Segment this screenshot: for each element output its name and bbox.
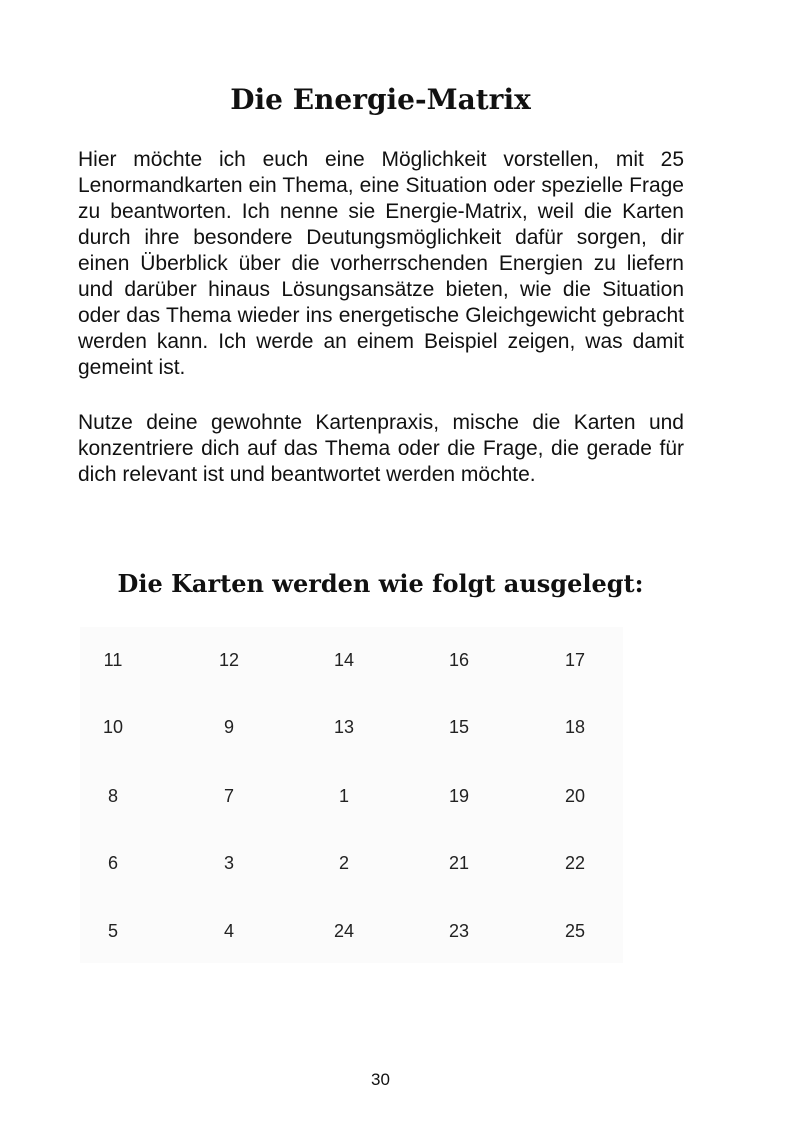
matrix-cell: 3 (223, 853, 234, 873)
matrix-cell: 11 (103, 650, 123, 670)
matrix-cell: 2 (338, 853, 349, 873)
matrix-cell: 9 (223, 717, 234, 737)
matrix-cell: 5 (107, 921, 118, 941)
matrix-cell: 1 (338, 786, 349, 806)
matrix-cell: 22 (564, 853, 586, 873)
matrix-cell: 24 (333, 921, 355, 941)
matrix-cell: 17 (564, 650, 586, 670)
instruction-paragraph: Nutze deine gewohnte Kartenpraxis, mische die Karten und konzentriere dich auf das Thema oder die Frage, die gerade für dich relevant ist und beantwortet werden möchte. (78, 411, 684, 486)
matrix-cell: 12 (218, 650, 240, 670)
layout-heading: Die Karten werden wie folgt ausgelegt: (117, 569, 644, 598)
matrix-cell: 8 (107, 786, 118, 806)
matrix-cell: 13 (333, 717, 355, 737)
matrix-cell: 21 (448, 853, 470, 873)
matrix-cell: 4 (223, 921, 234, 941)
matrix-cell: 10 (102, 717, 124, 737)
matrix-cell: 25 (564, 921, 586, 941)
matrix-cell: 7 (223, 786, 234, 806)
page-title: Die Energie-Matrix (230, 83, 531, 116)
matrix-cell: 14 (333, 650, 355, 670)
card-matrix (80, 627, 623, 963)
matrix-cell: 15 (448, 717, 470, 737)
matrix-cell: 6 (107, 853, 118, 873)
matrix-cell: 19 (448, 786, 470, 806)
matrix-cell: 16 (448, 650, 470, 670)
matrix-cell: 18 (564, 717, 586, 737)
intro-paragraph: Hier möchte ich euch eine Möglichkeit vorstellen, mit 25 Lenormandkarten ein Thema, eine Situation oder spezielle Frage zu beantworten. Ich nenne sie Energie-Matrix, weil die Karten durch ihre besondere Deutungsmöglichkeit dafür sorgen, dir einen Überblick über die vorherrschenden Energien zu liefern und darüber hinaus Lösungsansätze bieten, wie die Situation oder das Thema wieder ins energetische Gleichgewicht gebracht werden kann. Ich werde an einem Beispiel zeigen, was damit gemeint ist. (78, 148, 684, 379)
page-number: 30 (371, 1070, 390, 1089)
matrix-cell: 20 (564, 786, 586, 806)
matrix-cell: 23 (448, 921, 470, 941)
